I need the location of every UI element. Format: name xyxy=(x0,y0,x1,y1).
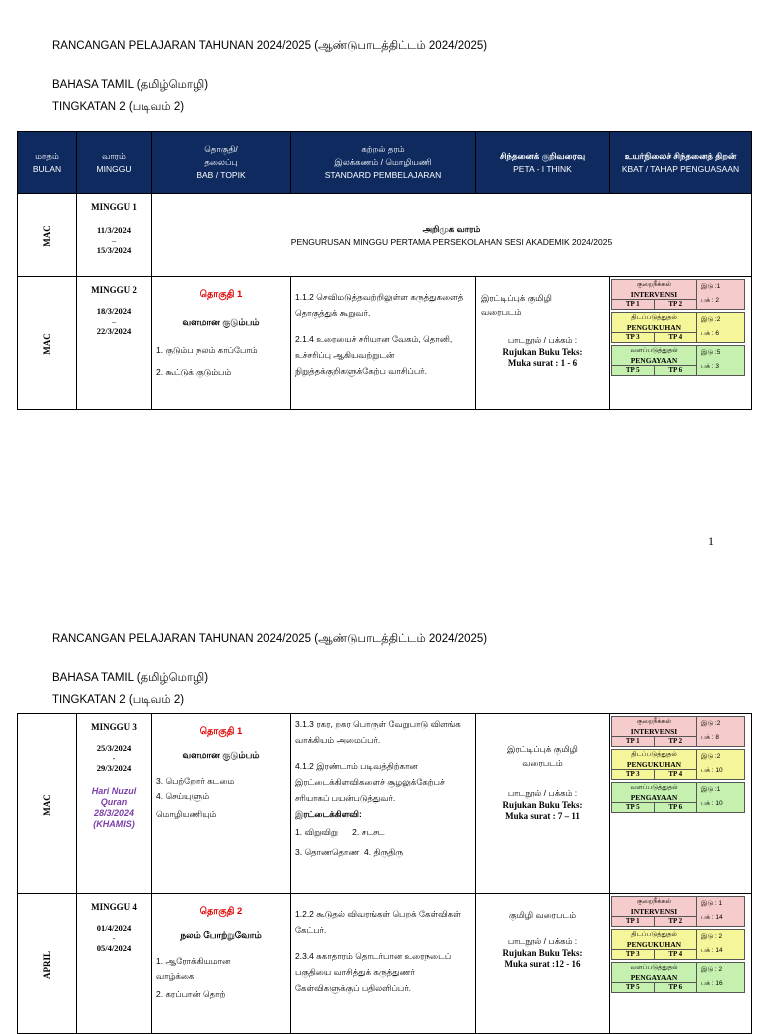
topic-cell: தொகுதி 1 வளமான குடும்பம் 1. குடும்ப நலம் காப்போம் 2. கூட்டுக் குடும்பம் xyxy=(152,277,291,410)
month-cell: MAC xyxy=(18,714,77,894)
month-cell: MAC xyxy=(18,277,77,410)
topic-cell: தொகுதி 1 வளமான குடும்பம் 3. பெற்றோர் கடமை 4. செய்யுளும் மொழியணியும் xyxy=(152,714,291,894)
kbat-cell xyxy=(610,714,752,894)
col-standard: கற்றல் தரம் இலக்கணம் / மொழியணி STANDARD PEMBELAJARAN xyxy=(291,132,476,194)
plan-table-2 xyxy=(17,713,752,1034)
subject-line: BAHASA TAMIL (தமிழ்மொழி) xyxy=(52,79,209,91)
week-cell: MINGGU 4 01/4/2024 - 05/4/2024 xyxy=(77,894,152,1034)
level-line: TINGKATAN 2 (படிவம் 2) xyxy=(52,101,185,113)
peta-cell: இரட்டிப்புக் குமிழி வரைபடம் பாடநூல் / பக்கம் : Rujukan Buku Teks: Muka surat : 1 - 6 xyxy=(476,277,610,410)
week-cell: MINGGU 1 11/3/2024 – 15/3/2024 xyxy=(77,194,152,277)
topic-cell: தொகுதி 2 நலம் போற்றுவோம் 1. ஆரோக்கியமான வாழ்க்கை 2. கரப்பான் தொற் xyxy=(152,894,291,1034)
document-title: RANCANGAN PELAJARAN TAHUNAN 2024/2025 (ஆண்டுபாடத்திட்டம் 2024/2025) xyxy=(52,40,488,52)
standard-cell: 1.1.2 செவிமடுத்தவற்றிலுள்ள கருத்துகளைத் தொகுத்துக் கூறுவர். 2.1.4 உரையைச் சரியான வேகம், தொனி, உச்சரிப்பு ஆகியவற்றுடன் நிறுத்தக்குறிகளுக்கேற்ப வாசிப்பர். xyxy=(291,277,476,410)
kbat-pengayaan: வளப்படுத்துதல் PENGAYAAN TP 5 TP 6 இடு :1 பக் : 10 xyxy=(611,782,745,813)
kbat-pengayaan: வளப்படுத்துதல் PENGAYAAN TP 5 TP 6 இடு : 2 பக் : 16 xyxy=(611,962,745,993)
kbat-intervensi: குறைநீக்கல் INTERVENSI TP 1 TP 2 இடு :2 பக் : 8 xyxy=(611,716,745,747)
intro-week-cell: அறிமுக வாரம் PENGURUSAN MINGGU PERTAMA PERSEKOLAHAN SESI AKADEMIK 2024/2025 xyxy=(152,194,752,277)
level-line: TINGKATAN 2 (படிவம் 2) xyxy=(52,694,185,706)
col-kbat: உயர்நிலைச் சிந்தனைத் திறன் KBAT / TAHAP PENGUASAAN xyxy=(610,132,752,194)
col-bulan: மாதம் BULAN xyxy=(18,132,77,194)
week-cell: MINGGU 2 18/3/2024 – 22/3/2024 xyxy=(77,277,152,410)
standard-cell: 3.1.3 ரகர, றகர பொருள் வேறுபாடு விளங்க வாக்கியம் அமைப்பர். 4.1.2 இரண்டாம் படிவத்திற்கான இரட்டைக்கிளவிகளைச் சூழலுக்கேற்பச் சரியாகப் பயன்படுத்துவர். இரட்டைக்கிளவி: 1. விறுவிறு 2. சடசட 3. தொணதொண 4. திருதிரு xyxy=(291,714,476,894)
kbat-pengukuhan: திடப்படுத்துதல் PENGUKUHAN TP 3 TP 4 இடு :2 பக் : 10 xyxy=(611,749,745,780)
page-number: 1 xyxy=(708,534,714,548)
col-minggu: வாரம் MINGGU xyxy=(77,132,152,194)
kbat-intervensi: குறைநீக்கல் INTERVENSI TP 1 TP 2 இடு : 1 பக் : 14 xyxy=(611,896,745,927)
standard-cell: 1.2.2 கூடுதல் விவரங்கள் பெறக் கேள்விகள் கேட்பர். 2.3.4 சுகாதாரம் தொடர்பான உரைநடைப் பகுதியை வாசித்துக் கருத்துணர் கேள்விகளுக்குப் பதிலளிப்பர். xyxy=(291,894,476,1034)
col-topik: தொகுதி/ தலைப்பு BAB / TOPIK xyxy=(152,132,291,194)
table-row xyxy=(18,894,752,1034)
kbat-pengayaan: வளப்படுத்துதல் PENGAYAAN TP 5 TP 6 இடு :5 பக் : 3 xyxy=(611,345,745,376)
kbat-pengukuhan: திடப்படுத்துதல் PENGUKUHAN TP 3 TP 4 இடு : 2 பக் : 14 xyxy=(611,929,745,960)
month-cell: MAC xyxy=(18,194,77,277)
month-cell: APRIL xyxy=(18,894,77,1034)
col-peta: சிந்தனைக் குறிவரைவு PETA - I THINK xyxy=(476,132,610,194)
holiday-note: Hari Nuzul Quran 28/3/2024 (KHAMIS) xyxy=(91,786,137,829)
kbat-cell xyxy=(610,894,752,1034)
peta-cell: இரட்டிப்புக் குமிழி வரைபடம் பாடநூல் / பக்கம் : Rujukan Buku Teks: Muka surat : 7 – 11 xyxy=(476,714,610,894)
subject-line: BAHASA TAMIL (தமிழ்மொழி) xyxy=(52,672,209,684)
kbat-pengukuhan: திடப்படுத்துதல் PENGUKUHAN TP 3 TP 4 இடு :2 பக் : 6 xyxy=(611,312,745,343)
week-cell: MINGGU 3 25/3/2024 - 29/3/2024 Hari Nuzul Quran 28/3/2024 (KHAMIS) xyxy=(77,714,152,894)
document-title: RANCANGAN PELAJARAN TAHUNAN 2024/2025 (ஆண்டுபாடத்திட்டம் 2024/2025) xyxy=(52,633,488,645)
table-row xyxy=(18,714,752,894)
kbat-intervensi: குறைநீக்கல் INTERVENSI TP 1 TP 2 இடு :1 பக் : 2 xyxy=(611,279,745,310)
peta-cell: குமிழி வரைபடம் பாடநூல் / பக்கம் : Rujukan Buku Teks: Muka surat :12 - 16 xyxy=(476,894,610,1034)
